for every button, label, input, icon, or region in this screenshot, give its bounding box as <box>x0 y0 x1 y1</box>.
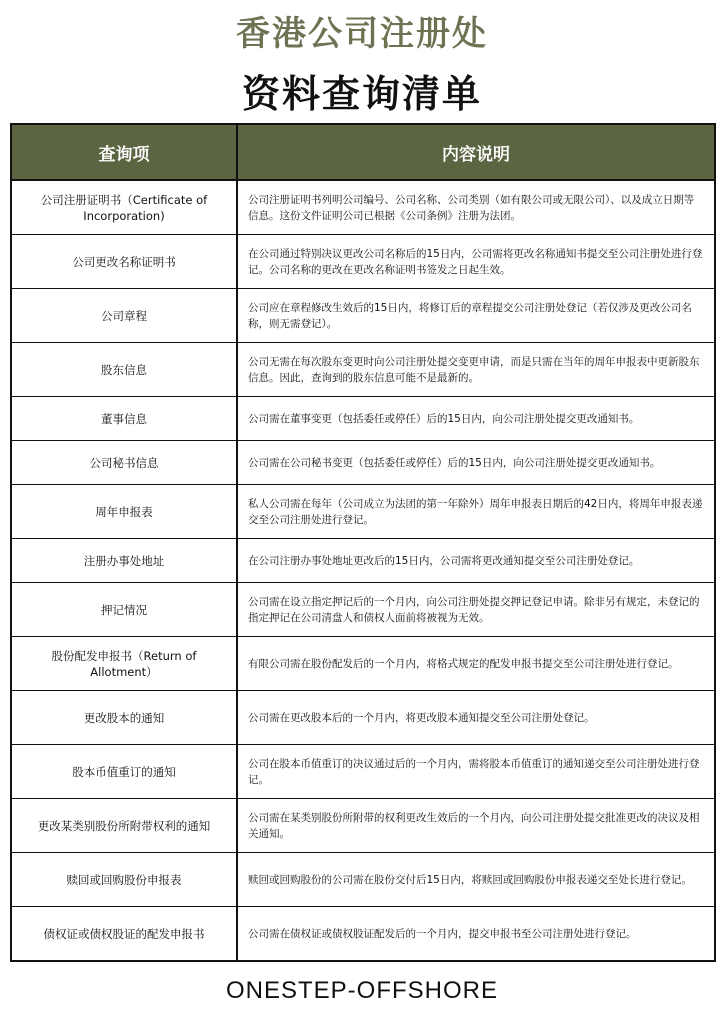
table-row <box>11 799 715 853</box>
row-item-description: 公司需在公司秘书变更（包括委任或停任）后的15日内，向公司注册处提交更改通知书。 <box>237 441 715 485</box>
row-item-description: 公司需在董事变更（包括委任或停任）后的15日内，向公司注册处提交更改通知书。 <box>237 397 715 441</box>
table-row <box>11 637 715 691</box>
row-item-name: 公司更改名称证明书 <box>11 235 237 289</box>
row-item-name: 公司注册证明书（Certificate of Incorporation) <box>11 180 237 235</box>
row-item-description: 公司注册证明书列明公司编号、公司名称、公司类别（如有限公司或无限公司）、以及成立日期等信息。这份文件证明公司已根据《公司条例》注册为法团。 <box>237 180 715 235</box>
info-table-container <box>10 123 714 962</box>
row-item-name: 注册办事处地址 <box>11 539 237 583</box>
table-row <box>11 235 715 289</box>
row-item-name: 董事信息 <box>11 397 237 441</box>
row-item-description: 在公司通过特别决议更改公司名称后的15日内，公司需将更改名称通知书提交至公司注册处进行登记。公司名称的更改在更改名称证明书签发之日起生效。 <box>237 235 715 289</box>
row-item-description: 公司需在设立指定押记后的一个月内，向公司注册处提交押记登记申请。除非另有规定，未登记的指定押记在公司清盘人和债权人面前将被视为无效。 <box>237 583 715 637</box>
row-item-description: 公司在股本币值重订的决议通过后的一个月内，需将股本币值重订的通知递交至公司注册处进行登记。 <box>237 745 715 799</box>
page-subtitle: 资料查询清单 <box>241 72 482 116</box>
row-item-description: 公司无需在每次股东变更时向公司注册处提交变更申请，而是只需在当年的周年申报表中更新股东信息。因此，查询到的股东信息可能不是最新的。 <box>237 343 715 397</box>
table-row <box>11 397 715 441</box>
row-item-name: 股本币值重订的通知 <box>11 745 237 799</box>
row-item-description: 在公司注册办事处地址更改后的15日内，公司需将更改通知提交至公司注册处登记。 <box>237 539 715 583</box>
row-item-name: 更改股本的通知 <box>11 691 237 745</box>
page-title: 香港公司注册处 <box>236 14 488 54</box>
row-item-description: 有限公司需在股份配发后的一个月内，将格式规定的配发申报书提交至公司注册处进行登记。 <box>237 637 715 691</box>
table-row <box>11 745 715 799</box>
row-item-name: 押记情况 <box>11 583 237 637</box>
table-row <box>11 691 715 745</box>
row-item-name: 股份配发申报书（Return of Allotment） <box>11 637 237 691</box>
table-row <box>11 907 715 962</box>
row-item-description: 赎回或回购股份的公司需在股份交付后15日内，将赎回或回购股份申报表递交至处长进行登记。 <box>237 853 715 907</box>
table-header-row <box>11 124 715 180</box>
table-row <box>11 289 715 343</box>
row-item-description: 公司需在债权证或债权股证配发后的一个月内，提交申报书至公司注册处进行登记。 <box>237 907 715 962</box>
table-row <box>11 180 715 235</box>
row-item-name: 公司秘书信息 <box>11 441 237 485</box>
table-row <box>11 539 715 583</box>
table-row <box>11 441 715 485</box>
column-header-description: 内容说明 <box>237 124 715 180</box>
row-item-description: 公司需在更改股本后的一个月内，将更改股本通知提交至公司注册处登记。 <box>237 691 715 745</box>
column-header-item: 查询项 <box>11 124 237 180</box>
table-row <box>11 583 715 637</box>
row-item-name: 公司章程 <box>11 289 237 343</box>
row-item-name: 债权证或债权股证的配发申报书 <box>11 907 237 962</box>
footer-brand: ONESTEP-OFFSHORE <box>225 977 499 1004</box>
table-row <box>11 343 715 397</box>
row-item-description: 公司应在章程修改生效后的15日内，将修订后的章程提交公司注册处登记（若仅涉及更改公司名称，则无需登记）。 <box>237 289 715 343</box>
table-row <box>11 853 715 907</box>
table-row <box>11 485 715 539</box>
row-item-description: 公司需在某类别股份所附带的权利更改生效后的一个月内，向公司注册处提交批准更改的决议及相关通知。 <box>237 799 715 853</box>
row-item-description: 私人公司需在每年（公司成立为法团的第一年除外）周年申报表日期后的42日内，将周年申报表递交至公司注册处进行登记。 <box>237 485 715 539</box>
row-item-name: 更改某类别股份所附带权利的通知 <box>11 799 237 853</box>
row-item-name: 周年申报表 <box>11 485 237 539</box>
info-table <box>10 123 716 962</box>
row-item-name: 赎回或回购股份申报表 <box>11 853 237 907</box>
row-item-name: 股东信息 <box>11 343 237 397</box>
